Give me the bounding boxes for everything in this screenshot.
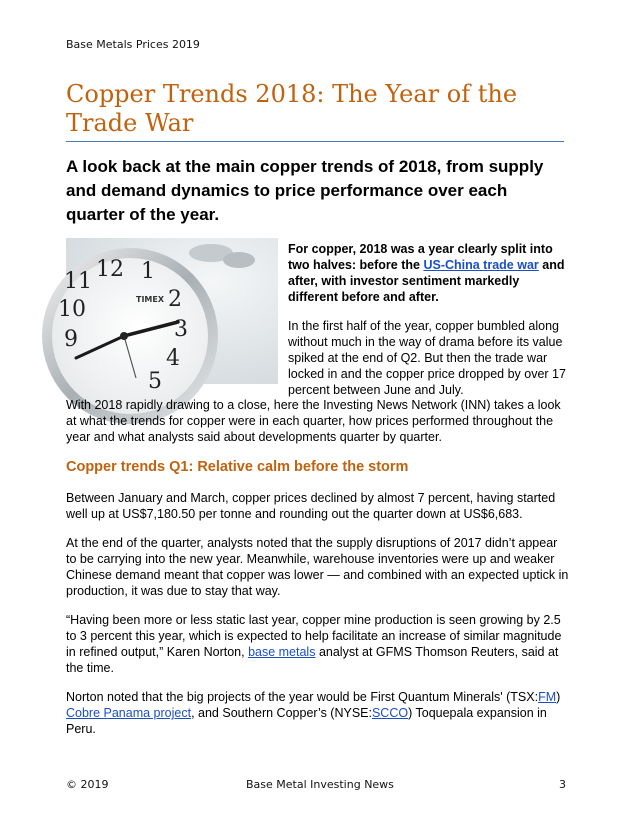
side-paragraph: In the first half of the year, copper bumbled along without much in the way of drama before its value spiked at the end of Q2. But then the trade war locked in and the copper price dropped by over 17 percent between June and July. <box>288 319 566 397</box>
numeral-10: 10 <box>58 297 86 322</box>
running-header: Base Metals Prices 2019 <box>66 38 200 51</box>
section-heading-q1: Copper trends Q1: Relative calm before the storm <box>66 459 409 475</box>
article-body <box>66 397 570 750</box>
numeral-2: 2 <box>168 287 182 312</box>
article-deck: A look back at the main copper trends of 2018, from supply and demand dynamics to price performance over each quarter of the year. <box>66 157 544 224</box>
numeral-12: 12 <box>96 257 124 282</box>
base-metals-link[interactable]: base metals <box>248 645 316 659</box>
ticker-fm-link[interactable]: FM <box>538 690 557 704</box>
numeral-5: 5 <box>148 369 162 394</box>
numeral-3: 3 <box>174 317 188 342</box>
brand-label: TIMEX <box>136 295 165 304</box>
page-number: 3 <box>559 778 566 791</box>
lead-paragraph: For copper, 2018 was a year clearly split into two halves: before the US-China trade war and after, with investor sentiment markedly different before and after. <box>288 242 565 304</box>
intro-paragraph: With 2018 rapidly drawing to a close, here the Investing News Network (INN) takes a look at what the trends for copper were in each quarter, how prices performed throughout the year and what analysts said about developments quarter by quarter. <box>66 398 561 444</box>
numeral-4: 4 <box>166 346 180 371</box>
body-paragraph-4: Norton noted that the big projects of the year would be First Quantum Minerals' (TSX:FM) Cobre Panama project, and Southern Copper’s (NYSE:SCCO) Toquepala expansion in Peru. <box>66 690 561 736</box>
body-paragraph-2: At the end of the quarter, analysts noted that the supply disruptions of 2017 didn’t appear to be carrying into the new year. Meanwhile, warehouse inventories were up and weaker Chinese demand meant that copper was lower — and combined with an expected uptick in production, it was due to stay that way. <box>66 536 569 598</box>
numeral-9: 9 <box>64 327 78 352</box>
us-china-trade-war-link[interactable]: US-China trade war <box>423 258 539 272</box>
numeral-1: 1 <box>141 259 155 284</box>
clock-photo <box>58 238 278 394</box>
clock-illustration <box>58 238 278 394</box>
footer-publication: Base Metal Investing News <box>246 778 394 791</box>
article-title: Copper Trends 2018: The Year of the Trade War <box>66 80 518 137</box>
ticker-scco-link[interactable]: SCCO <box>371 706 409 720</box>
footer-copyright: © 2019 <box>66 778 109 791</box>
body-paragraph-3: “Having been more or less static last year, copper mine production is seen growing by 2.5 to 3 percent this year, which is expected to help facilitate an increase of similar magnitude in refined output,” Karen Norton, base metals analyst at GFMS Thomson Reuters, said at the time. <box>66 613 562 675</box>
body-paragraph-1: Between January and March, copper prices declined by almost 7 percent, having started well up at US$7,180.50 per tonne and rounding out the quarter down at US$6,683. <box>66 491 556 521</box>
cobre-panama-link[interactable]: Cobre Panama project <box>66 706 192 720</box>
lead-column <box>288 241 566 411</box>
numeral-11: 11 <box>64 269 92 294</box>
title-rule <box>66 141 564 142</box>
